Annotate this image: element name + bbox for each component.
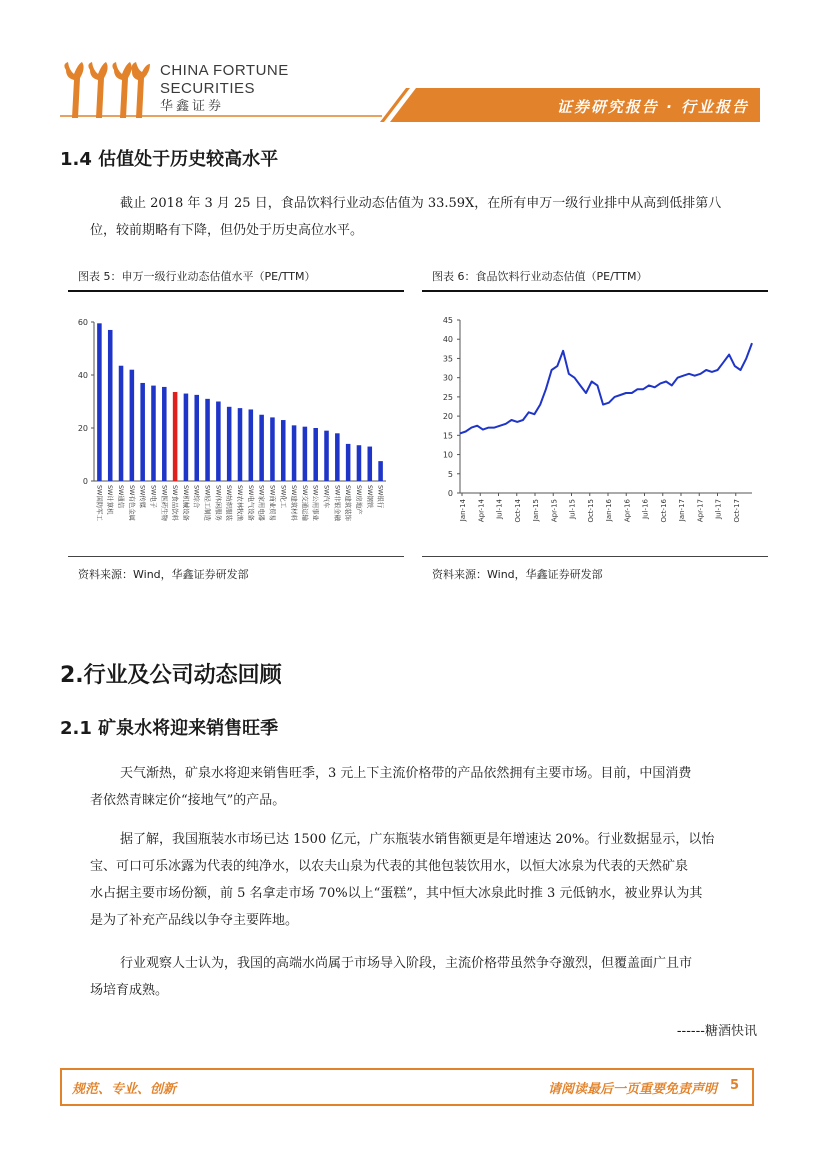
bar bbox=[259, 415, 264, 481]
x-tick-label: Apr-15 bbox=[550, 499, 559, 523]
bar bbox=[194, 395, 199, 481]
x-tick-label: SW轻工制造 bbox=[203, 485, 212, 521]
bar bbox=[249, 409, 254, 481]
x-tick-label: Apr-16 bbox=[623, 499, 632, 523]
section-title-1-4: 1.4 估值处于历史较高水平 bbox=[60, 149, 279, 170]
bar bbox=[357, 445, 362, 481]
x-tick-label: SW传媒 bbox=[138, 485, 147, 509]
bar bbox=[368, 447, 373, 481]
y-tick-label: 5 bbox=[447, 469, 453, 479]
x-tick-label: SW房地产 bbox=[354, 485, 363, 515]
x-tick-label: SW农林牧渔 bbox=[236, 485, 244, 521]
x-tick-label: SW银行 bbox=[376, 485, 385, 509]
y-tick-label: 0 bbox=[82, 477, 88, 486]
section-title-2: 2.行业及公司动态回顾 bbox=[60, 663, 282, 688]
x-tick-label: Jan-16 bbox=[605, 499, 613, 522]
fig5-top-rule bbox=[68, 290, 404, 292]
bar bbox=[184, 394, 189, 481]
x-tick-label: Apr-14 bbox=[477, 499, 486, 523]
x-tick-label: SW商业贸易 bbox=[268, 485, 277, 521]
x-tick-label: SW非银金融 bbox=[333, 485, 342, 521]
y-tick-label: 0 bbox=[447, 489, 453, 498]
brand-cn: 华鑫证券 bbox=[160, 99, 225, 114]
x-tick-label: Jul-15 bbox=[568, 499, 577, 519]
footer-disclaimer: 请阅读最后一页重要免责声明 bbox=[547, 1082, 717, 1097]
bar bbox=[205, 399, 210, 481]
y-tick-label: 30 bbox=[442, 373, 453, 383]
y-tick-label: 10 bbox=[442, 450, 453, 460]
x-tick-label: SW休闲服务 bbox=[214, 485, 223, 521]
section-1-4-paragraph bbox=[90, 190, 758, 244]
y-tick-label: 35 bbox=[442, 354, 453, 364]
x-tick-label: Oct-16 bbox=[659, 499, 668, 523]
x-tick-label: Jan-17 bbox=[678, 499, 686, 522]
fig6-caption: 图表 6：食品饮料行业动态估值（PE/TTM） bbox=[432, 270, 648, 283]
bar bbox=[238, 408, 243, 481]
bar bbox=[281, 420, 286, 481]
x-tick-label: Apr-17 bbox=[696, 499, 705, 523]
bar bbox=[303, 427, 308, 481]
news-source-signature: ------糖酒快讯 bbox=[676, 1024, 757, 1039]
y-tick-label: 20 bbox=[77, 424, 88, 433]
para-line: 截止 2018 年 3 月 25 日，食品饮料行业动态估值为 33.59X，在所有申万一级行业排中从高到低排第八 bbox=[120, 196, 722, 211]
bar bbox=[270, 417, 275, 481]
x-tick-label: SW化工 bbox=[279, 485, 288, 509]
fig5-source: 资料来源：Wind，华鑫证券研发部 bbox=[78, 568, 249, 581]
para-line: 场培育成熟。 bbox=[90, 983, 169, 998]
x-tick-label: SW汽车 bbox=[322, 485, 331, 509]
x-tick-label: Oct-15 bbox=[586, 499, 595, 523]
x-tick-label: SW国防军工 bbox=[95, 485, 104, 521]
x-tick-label: SW建筑装饰 bbox=[344, 485, 353, 521]
x-tick-label: SW钢铁 bbox=[365, 485, 374, 509]
bar bbox=[324, 431, 329, 481]
x-tick-label: SW机械设备 bbox=[181, 485, 190, 521]
bar bbox=[140, 383, 145, 481]
x-tick-label: Oct-14 bbox=[513, 499, 522, 523]
bar bbox=[216, 402, 221, 482]
y-tick-label: 20 bbox=[442, 412, 453, 422]
x-tick-label: SW食品饮料 bbox=[171, 485, 180, 521]
para-line: 行业观察人士认为，我国的高端水尚属于市场导入阶段，主流价格带虽然争夺激烈，但覆盖面广且市 bbox=[120, 956, 693, 971]
bar bbox=[292, 425, 297, 481]
y-tick-label: 25 bbox=[442, 392, 453, 402]
x-tick-label: Jul-14 bbox=[495, 499, 504, 519]
y-tick-label: 45 bbox=[442, 316, 453, 325]
page-number: 5 bbox=[729, 1078, 739, 1093]
footer-motto: 规范、专业、创新 bbox=[72, 1082, 177, 1097]
fig6-bottom-rule bbox=[422, 556, 768, 557]
x-tick-label: SW通信 bbox=[117, 485, 126, 509]
brand-line2: SECURITIES bbox=[160, 80, 256, 97]
x-tick-label: SW电气设备 bbox=[246, 485, 255, 521]
para-line: 位，较前期略有下降，但仍处于历史高位水平。 bbox=[90, 223, 364, 238]
section-2-1-paragraph-3 bbox=[90, 950, 758, 1004]
brand-line1: CHINA FORTUNE bbox=[160, 62, 289, 79]
fig5-caption: 图表 5：申万一级行业动态估值水平（PE/TTM） bbox=[78, 270, 316, 283]
x-tick-label: Jan-15 bbox=[532, 499, 540, 522]
bar bbox=[227, 407, 232, 481]
bar bbox=[378, 461, 383, 481]
y-tick-label: 15 bbox=[442, 431, 453, 441]
section-title-2-1: 2.1 矿泉水将迎来销售旺季 bbox=[60, 718, 279, 739]
fig5-bottom-rule bbox=[68, 556, 404, 557]
bar bbox=[108, 330, 113, 481]
para-line: 据了解，我国瓶装水市场已达 1500 亿元，广东瓶装水销售额更是年增速达 20%。行业数据显示，以怡 bbox=[120, 832, 715, 847]
x-tick-label: Oct-17 bbox=[732, 499, 741, 523]
fig6-top-rule bbox=[422, 290, 768, 292]
x-tick-label: Jul-16 bbox=[641, 499, 650, 519]
series-line bbox=[460, 343, 752, 433]
x-tick-label: SW建筑材料 bbox=[290, 485, 299, 521]
para-line: 是为了补充产品线以争夺主要阵地。 bbox=[90, 913, 299, 928]
para-line: 者依然青睐定价“接地气”的产品。 bbox=[90, 793, 286, 808]
bar bbox=[151, 386, 156, 481]
x-tick-label: SW公用事业 bbox=[311, 485, 320, 521]
para-line: 水占据主要市场份额，前 5 名拿走市场 70%以上“蛋糕”，其中恒大冰泉此时推 3 元低钠水，被业界认为其 bbox=[90, 886, 703, 901]
fig6-source: 资料来源：Wind，华鑫证券研发部 bbox=[432, 568, 603, 581]
bar bbox=[335, 433, 340, 481]
x-tick-label: Jan-14 bbox=[459, 499, 467, 522]
y-tick-label: 40 bbox=[77, 371, 88, 380]
para-line: 天气渐热，矿泉水将迎来销售旺季，3 元上下主流价格带的产品依然拥有主要市场。目前，中国消费 bbox=[120, 766, 692, 781]
x-tick-label: SW有色金属 bbox=[127, 485, 136, 521]
x-tick-label: Jul-17 bbox=[714, 499, 723, 519]
section-2-1-paragraph-2 bbox=[90, 826, 758, 934]
x-tick-label: SW家用电器 bbox=[257, 485, 266, 521]
x-tick-label: SW电子 bbox=[149, 485, 158, 509]
section-2-1-paragraph-1 bbox=[90, 760, 758, 814]
x-tick-label: SW计算机 bbox=[106, 485, 115, 515]
bar bbox=[162, 387, 167, 481]
bar bbox=[130, 370, 135, 481]
bar bbox=[97, 323, 102, 481]
para-line: 宝、可口可乐冰露为代表的纯净水，以农夫山泉为代表的其他包装饮用水，以恒大冰泉为代表的天然矿泉 bbox=[90, 859, 689, 874]
x-tick-label: SW交通运输 bbox=[300, 485, 309, 521]
fig6-line-chart bbox=[422, 300, 768, 550]
bar bbox=[173, 392, 178, 481]
x-tick-label: SW纺织服装 bbox=[225, 485, 234, 521]
bar bbox=[119, 366, 124, 481]
x-tick-label: SW医药生物 bbox=[160, 485, 169, 521]
fig5-bar-chart bbox=[68, 300, 404, 550]
bar bbox=[346, 444, 351, 481]
y-tick-label: 60 bbox=[77, 318, 88, 327]
y-tick-label: 40 bbox=[442, 335, 453, 345]
bar bbox=[313, 428, 318, 481]
x-tick-label: SW综合 bbox=[192, 485, 201, 509]
header-banner-text: 证券研究报告 · 行业报告 bbox=[556, 98, 749, 116]
